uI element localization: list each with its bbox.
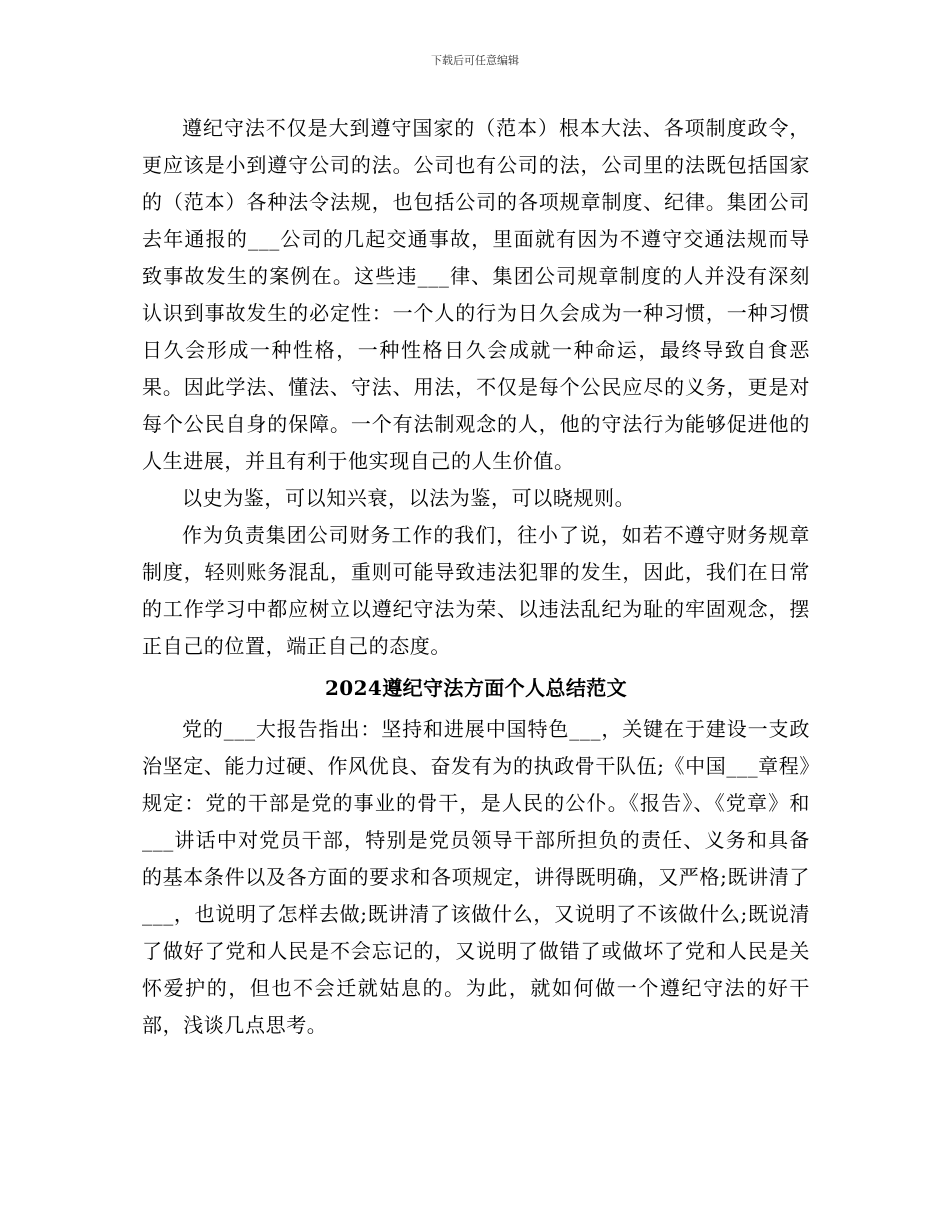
section-title: 2024遵纪守法方面个人总结范文 [324,676,628,700]
body-paragraph-4: 党的___大报告指出：坚持和进展中国特色___，关键在于建设一支政治坚定、能力过硬、作风优良、奋发有为的执政骨干队伍;《中国___章程》规定：党的干部是党的事业的骨干，是人民的公仆。《报告》、《党章》和___讲话中对党员干部，特别是党员领导干部所担负的责任、义务和具备的基本条件以及各方面的要求和各项规定，讲得既明确，又严格;既讲清了___，也说明了怎样去做;既讲清了该做什么，又说明了不该做什么;既说清了做好了党和人民是不会忘记的，又说明了做错了或做坏了党和人民是关怀爱护的，但也不会迁就姑息的。为此，就如何做一个遵纪守法的好干部，浅谈几点思考。 [142,717,810,1037]
page-header-note: 下载后可任意编辑 [431,54,519,67]
body-paragraph-3: 作为负责集团公司财务工作的我们，往小了说，如若不遵守财务规章制度，轻则账务混乱，重则可能导致违法犯罪的发生，因此，我们在日常的工作学习中都应树立以遵纪守法为荣、以违法乱纪为耻的牢固观念，摆正自己的位置，端正自己的态度。 [142,523,810,658]
body-paragraph-2: 以史为鉴，可以知兴衰，以法为鉴，可以晓规则。 [182,486,636,510]
document-body [142,110,810,1044]
body-paragraph-1: 遵纪守法不仅是大到遵守国家的（范本）根本大法、各项制度政令，更应该是小到遵守公司的法。公司也有公司的法，公司里的法既包括国家的（范本）各种法令法规，也包括公司的各项规章制度、纪律。集团公司去年通报的___公司的几起交通事故，里面就有因为不遵守交通法规而导致事故发生的案例在。这些违___律、集团公司规章制度的人并没有深刻认识到事故发生的必定性：一个人的行为日久会成为一种习惯，一种习惯日久会形成一种性格，一种性格日久会成就一种命运，最终导致自食恶果。因此学法、懂法、守法、用法，不仅是每个公民应尽的义务，更是对每个公民自身的保障。一个有法制观念的人，他的守法行为能够促进他的人生进展，并且有利于他实现自己的人生价值。 [142,116,810,473]
